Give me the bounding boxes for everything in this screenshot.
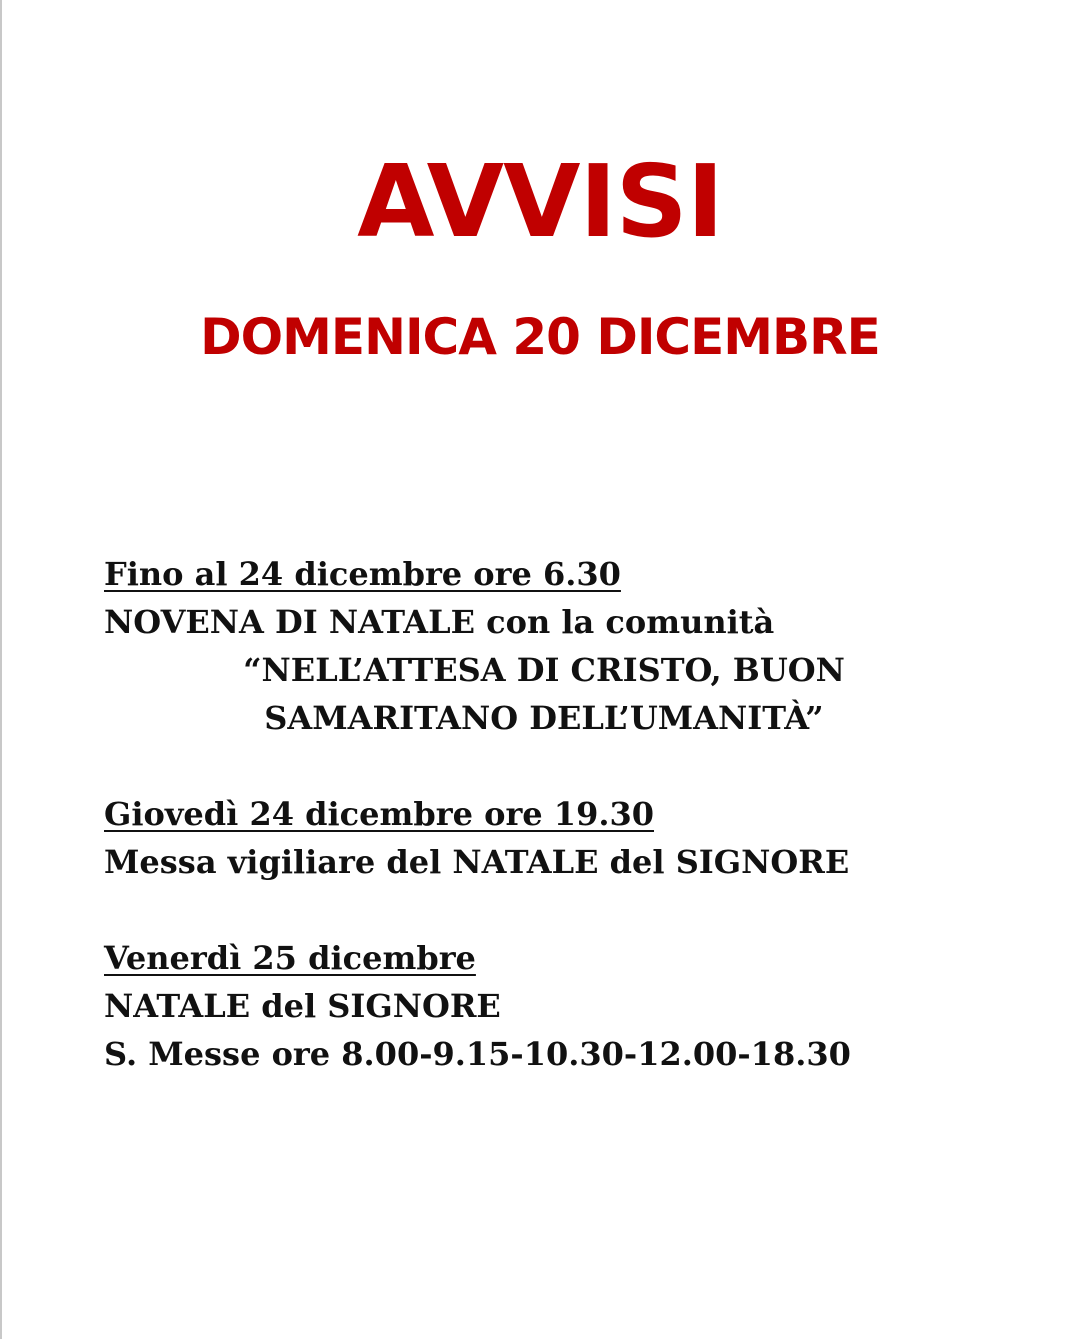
notice-text: NOVENA DI NATALE con la comunità (104, 603, 775, 641)
notice-heading: Fino al 24 dicembre ore 6.30 (104, 555, 621, 593)
notice-vigil-mass (104, 790, 1004, 886)
notice-list (104, 550, 1004, 1126)
notice-novena (104, 550, 1004, 742)
notice-text: S. Messe ore 8.00-9.15-10.30-12.00-18.30 (104, 1035, 851, 1073)
notice-heading: Venerdì 25 dicembre (104, 939, 476, 977)
page-subtitle: DOMENICA 20 DICEMBRE (200, 308, 880, 366)
notice-quote (104, 646, 984, 742)
notice-christmas-day (104, 934, 1004, 1078)
notice-quote-line: “NELL’ATTESA DI CRISTO, BUON (243, 651, 845, 689)
notice-text: Messa vigiliare del NATALE del SIGNORE (104, 843, 850, 881)
notice-text: NATALE del SIGNORE (104, 987, 501, 1025)
notice-heading: Giovedì 24 dicembre ore 19.30 (104, 795, 654, 833)
notice-quote-line: SAMARITANO DELL’UMANITÀ” (264, 699, 824, 737)
page-title: AVVISI (357, 143, 723, 260)
